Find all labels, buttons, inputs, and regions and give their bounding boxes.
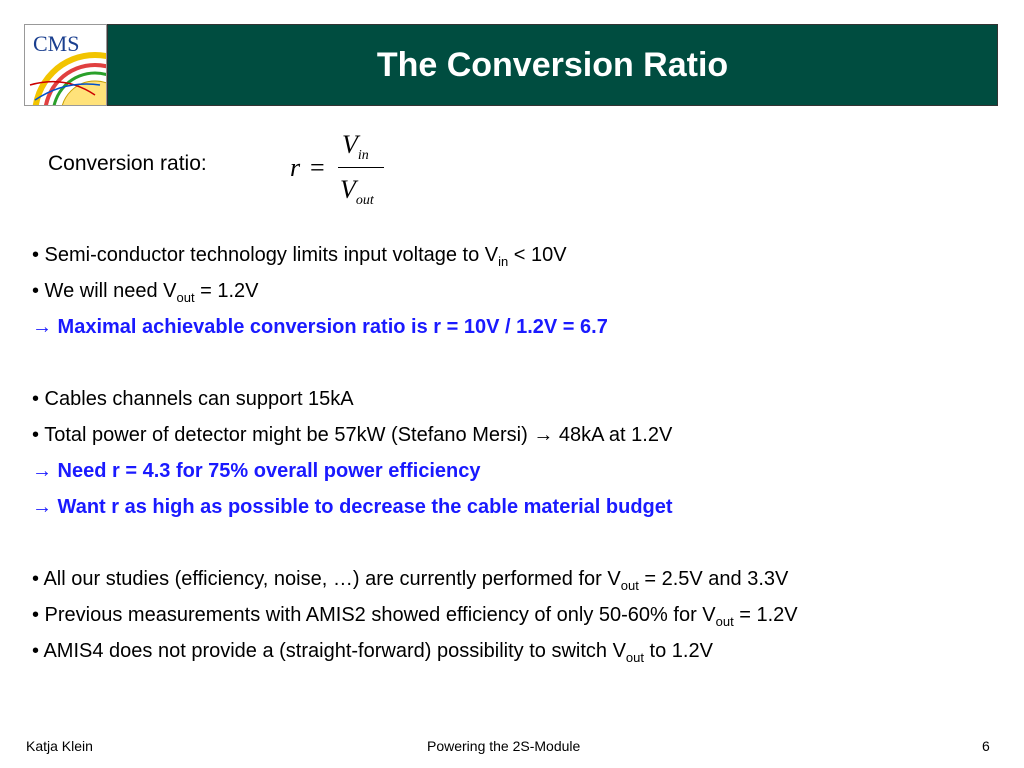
- bullet-amis4: • AMIS4 does not provide a (straight-forward) possibility to switch $V_{out}$ to 1.2V: [32, 640, 713, 665]
- formula-equals: =: [310, 153, 325, 182]
- bullet-cables: • Cables channels can support 15kA: [32, 388, 354, 410]
- highlight-max-ratio: → Maximal achievable conversion ratio is r = 10V / 1.2V = 6.7: [32, 316, 608, 338]
- highlight-want-r: → Want r as high as possible to decrease the cable material budget: [32, 496, 673, 518]
- conversion-label: Conversion ratio:: [48, 152, 207, 175]
- slide-title: The Conversion Ratio: [376, 45, 729, 84]
- formula-denominator: $V_{out}$: [340, 175, 374, 209]
- arrow-icon: →: [32, 496, 52, 518]
- bullet-studies: • All our studies (efficiency, noise, …) are currently performed for $V_{out} = 2.5V$ and 3.3V: [32, 568, 789, 593]
- fraction-bar: [338, 167, 384, 168]
- bullet-input-voltage: • Semi-conductor technology limits input voltage to $V_{in} < 10V$: [32, 244, 567, 269]
- cms-logo: [24, 24, 107, 106]
- bullet-total-power: • Total power of detector might be 57kW (Stefano Mersi) → 48kA at 1.2V: [32, 424, 673, 446]
- arrow-icon: →: [32, 460, 52, 482]
- footer-talk-title: Powering the 2S-Module: [427, 738, 581, 754]
- footer-page-number: 6: [982, 738, 990, 754]
- bullet-output-voltage: • We will need $V_{out} = 1.2V$: [32, 280, 259, 305]
- bullet-amis2: • Previous measurements with AMIS2 showed efficiency of only 50-60% for $V_{out} = 1.2V$: [32, 604, 798, 629]
- conversion-formula: [290, 130, 400, 214]
- highlight-need-r: → Need r = 4.3 for 75% overall power efficiency: [32, 460, 481, 482]
- formula-numerator: $V_{in}$: [342, 130, 369, 164]
- logo-text: CMS: [33, 31, 80, 56]
- arrow-icon: →: [32, 316, 52, 338]
- arrow-icon: →: [533, 424, 554, 446]
- formula-lhs: r: [290, 153, 301, 182]
- footer-author: Katja Klein: [26, 738, 93, 754]
- title-bar: [107, 24, 998, 106]
